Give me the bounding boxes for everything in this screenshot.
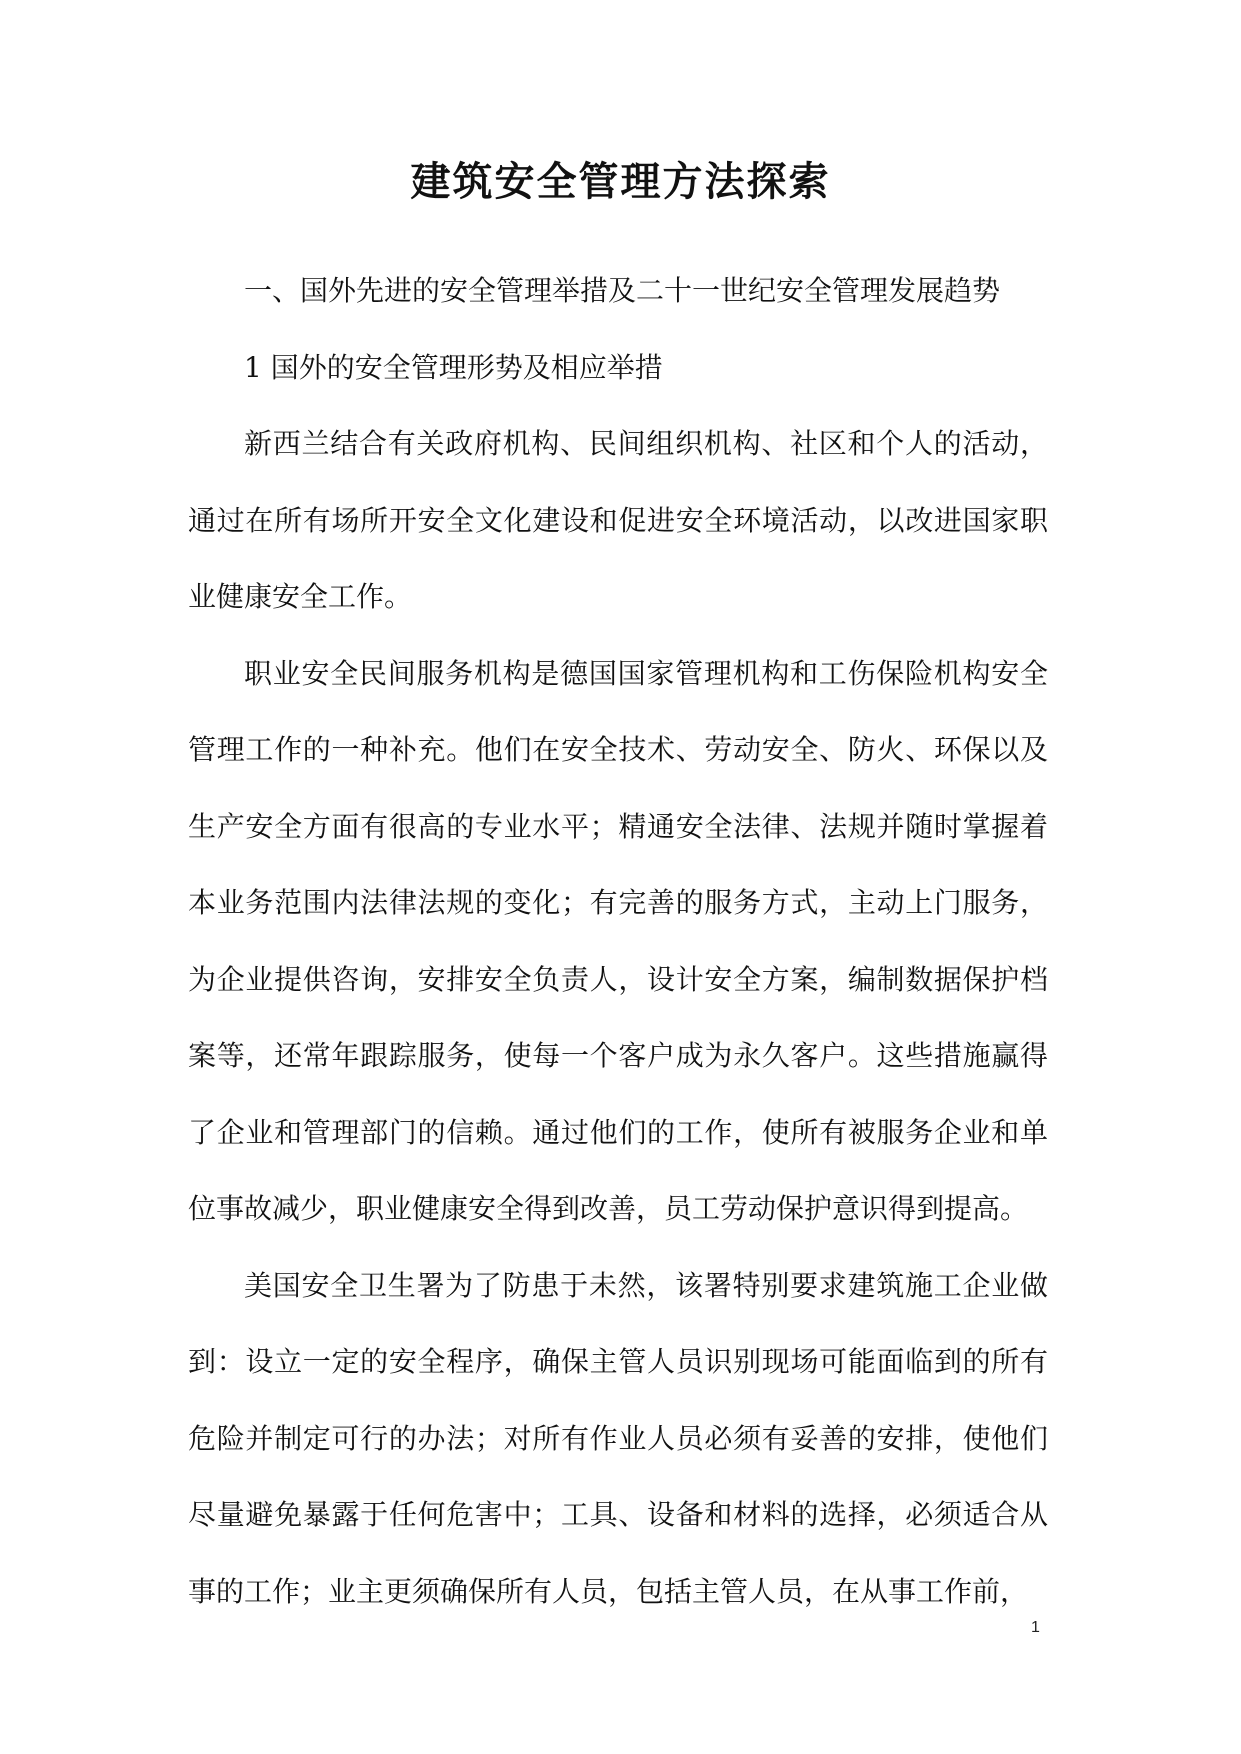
subsection-heading: 1 国外的安全管理形势及相应举措 [244, 350, 663, 384]
paragraph-germany: 职业安全民间服务机构是德国国家管理机构和工伤保险机构安全管理工作的一种补充。他们在安全技术、劳动安全、防火、环保以及生产安全方面有很高的专业水平；精通安全法律、法规并随时掌握着本业务范围内法律法规的变化；有完善的服务方式，主动上门服务，为企业提供咨询，安排安全负责人，设计安全方案，编制数据保护档案等，还常年跟踪服务，使每一个客户成为永久客户。这些措施赢得了企业和管理部门的信赖。通过他们的工作，使所有被服务企业和单位事故减少，职业健康安全得到改善，员工劳动保护意识得到提高。 [188, 656, 1048, 1225]
document-body [188, 253, 1048, 1630]
paragraph-new-zealand: 新西兰结合有关政府机构、民间组织机构、社区和个人的活动，通过在所有场所开安全文化建设和促进安全环境活动，以改进国家职业健康安全工作。 [188, 427, 1048, 613]
document-title: 建筑安全管理方法探索 [410, 159, 831, 205]
paragraph-usa: 美国安全卫生署为了防患于未然，该署特别要求建筑施工企业做到：设立一定的安全程序，确保主管人员识别现场可能面临到的所有危险并制定可行的办法；对所有作业人员必须有妥善的安排，使他们尽量避免暴露于任何危害中；工具、设备和材料的选择，必须适合从事的工作；业主更须确保所有人员，包括主管人员，在从事工作前， [188, 1268, 1048, 1608]
page-number: 1 [1031, 1619, 1040, 1636]
section-heading: 一、国外先进的安全管理举措及二十一世纪安全管理发展趋势 [244, 274, 1001, 307]
